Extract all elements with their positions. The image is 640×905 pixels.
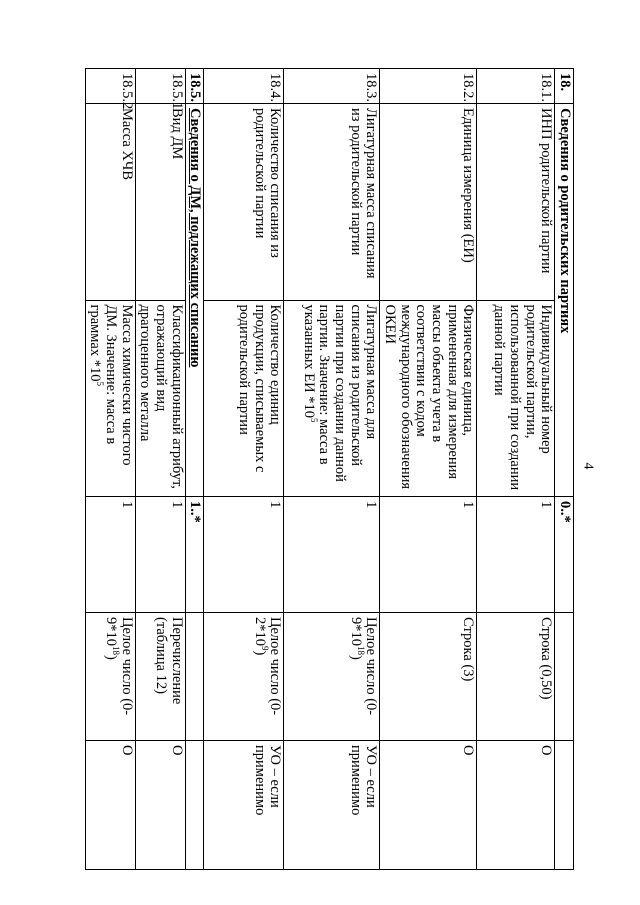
field-requirement: УО – если применимо [284,741,380,870]
type-text: Целое число (0-9*10 [347,617,380,716]
field-description: Физическая единица, примененная для измерения массы объекта учета в соответствии с кодом международного обозначения ОКЕИ [380,300,477,497]
field-multiplicity: 1 [284,497,380,613]
field-description: Индивидуальный номер родительской партии, использованной при создании данной партии [477,300,555,497]
row-number: 18.3. [284,69,380,104]
table-row [85,69,135,870]
table-row [477,69,555,870]
section-row-18-5 [185,69,204,870]
section-empty-req [555,741,574,870]
type-close: ) [251,650,268,656]
section-title [185,104,204,497]
row-number: 18.2. [380,69,477,104]
description-text: Лигатурная масса для списания из родительской партии при создании данной партии. Значение: масса в указанных ЕИ *10 [300,304,380,482]
field-type [284,613,380,741]
row-number: 18.1. [477,69,555,104]
table-rotator [60,68,574,870]
table-row [204,69,284,870]
field-description: Классификационный атрибут, отражающий вид драгоценного металла [135,300,185,497]
row-number: 18.5.1 [135,69,185,104]
table-row [284,69,380,870]
type-close: ) [347,655,364,660]
field-name: ИНП родительской партии [477,104,555,301]
field-name: Вид ДМ [135,104,185,301]
field-multiplicity: 1 [204,497,284,613]
exponent: 5 [308,418,319,423]
description-text: Масса химически чистого ДМ. Значение: масса в граммах *10 [87,304,135,466]
field-type [204,613,284,741]
field-description: Количество единиц продукции, списываемых с родительской партии [204,300,284,497]
field-name: Количество списания из родительской партии [204,104,284,301]
type-text: Целое число (0-2*10 [251,617,284,716]
type-exponent: 18 [355,646,366,655]
field-multiplicity: 1 [135,497,185,613]
parent-lots-table [85,68,574,870]
row-number: 18.5.2 [85,69,135,104]
rotated-page-content [60,68,574,870]
field-description [85,300,135,497]
field-requirement: О [135,741,185,870]
section-number: 18. [555,69,574,104]
field-name: Масса ХЧВ [85,104,135,301]
section-title: Сведения о родительских партиях [555,104,574,497]
type-text: Целое число (0-9*10 [103,617,135,716]
field-requirement: О [380,741,477,870]
field-type: Перечисление (таблица 12) [135,613,185,741]
row-number: 18.4. [204,69,284,104]
field-name: Лигатурная масса списания из родительской партии [284,104,380,301]
field-requirement: УО – если применимо [204,741,284,870]
field-requirement: О [85,741,135,870]
field-requirement: О [477,741,555,870]
field-type [85,613,135,741]
field-name: Единица измерения (ЕИ) [380,104,477,301]
type-close: ) [103,655,120,660]
type-exponent: 18 [110,646,121,655]
section-empty-req [185,741,204,870]
field-multiplicity: 1 [85,497,135,613]
exponent: 5 [95,381,106,386]
field-type: Строка (0,50) [477,613,555,741]
section-empty-type [555,613,574,741]
table-row [135,69,185,870]
field-type: Строка (3) [380,613,477,741]
table-row [380,69,477,870]
section-empty-type [185,613,204,741]
page-number: 4 [580,462,596,470]
field-multiplicity: 1 [477,497,555,613]
type-exponent: 9 [259,646,270,651]
section-row-18 [555,69,574,870]
field-description [284,300,380,497]
section-multiplicity: 0..* [555,497,574,613]
section-number: 18.5. [185,69,204,104]
section-title-text: Сведения о ДМ, подлежащих списанию [187,108,204,368]
section-multiplicity: 1..* [185,497,204,613]
field-multiplicity: 1 [380,497,477,613]
